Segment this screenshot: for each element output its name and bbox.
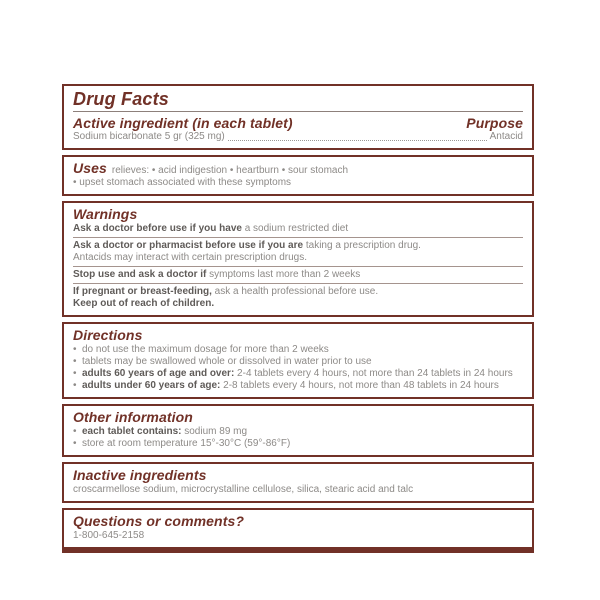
warnings-divider <box>73 283 523 284</box>
bullet-icon: • <box>73 426 77 437</box>
inactive-ingredients-heading: Inactive ingredients <box>73 467 207 483</box>
other-info-plain: sodium 89 mg <box>181 426 248 437</box>
other-info-bold: each tablet contains: <box>82 426 182 437</box>
section-header <box>62 84 534 150</box>
warning-text: ask a health professional before use. <box>211 286 379 297</box>
other-info-text <box>82 438 523 450</box>
section-questions <box>62 508 534 553</box>
warning-bold-lead: Stop use and ask a doctor if <box>73 269 207 280</box>
directions-text <box>82 380 523 392</box>
uses-text-1: relieves: • acid indigestion • heartburn • sour stomach <box>111 165 349 176</box>
drug-facts-title: Drug Facts <box>73 89 170 109</box>
other-info-bullet-1 <box>73 426 523 438</box>
other-info-text <box>82 426 523 438</box>
bullet-icon: • <box>73 380 77 391</box>
warning-bold-lead: If pregnant or breast-feeding, <box>73 286 212 297</box>
warning-text: taking a prescription drug. <box>303 240 421 251</box>
uses-heading: Uses <box>73 160 107 176</box>
directions-plain: 2-8 tablets every 4 hours, not more than 48 tablets in 24 hours <box>220 380 499 391</box>
directions-bold: adults 60 years of age and over: <box>82 368 235 379</box>
other-info-bullet-2 <box>73 438 523 450</box>
directions-bold: adults under 60 years of age: <box>82 380 221 391</box>
other-info-plain: store at room temperature 15°-30°C (59°-86°F) <box>82 438 291 449</box>
warning-stop-use <box>73 269 523 281</box>
drug-facts-panel <box>62 84 534 553</box>
warning-bold-lead: Ask a doctor or pharmacist before use if you are <box>73 240 304 251</box>
title-rule <box>73 111 523 112</box>
section-directions <box>62 322 534 399</box>
bullet-icon: • <box>73 368 77 379</box>
directions-text <box>82 368 523 380</box>
directions-plain: 2-4 tablets every 4 hours, not more than 24 tablets in 24 hours <box>234 368 513 379</box>
dot-leader <box>228 140 487 141</box>
active-ingredient-heading-row <box>73 115 523 131</box>
warning-ask-doctor <box>73 223 523 235</box>
section-inactive-ingredients <box>62 462 534 503</box>
warnings-divider <box>73 237 523 238</box>
directions-bullet-3 <box>73 368 523 380</box>
active-ingredient-row <box>73 131 523 143</box>
warning-text: a sodium restricted diet <box>241 223 349 234</box>
purpose-value: Antacid <box>489 131 523 142</box>
warning-pregnant <box>73 286 523 298</box>
directions-text <box>82 344 523 356</box>
directions-bullet-4 <box>73 380 523 392</box>
uses-line-2: • upset stomach associated with these symptoms <box>73 177 292 188</box>
inactive-ingredients-text: croscarmellose sodium, microcrystalline cellulose, silica, stearic acid and talc <box>73 484 414 495</box>
bullet-icon: • <box>73 344 77 355</box>
warning-bold-lead: Ask a doctor before use if you have <box>73 223 242 234</box>
purpose-heading: Purpose <box>466 115 523 131</box>
active-ingredient-heading: Active ingredient (in each tablet) <box>73 115 293 131</box>
phone-number: 1-800-645-2158 <box>73 530 145 541</box>
directions-plain: do not use the maximum dosage for more than 2 weeks <box>82 344 329 355</box>
bullet-icon: • <box>73 438 77 449</box>
directions-text <box>82 356 523 368</box>
other-information-heading: Other information <box>73 409 193 425</box>
directions-heading: Directions <box>73 327 143 343</box>
directions-bullet-2 <box>73 356 523 368</box>
section-other-information <box>62 404 534 457</box>
active-ingredient-name: Sodium bicarbonate 5 gr (325 mg) <box>73 131 225 142</box>
warning-ask-pharmacist <box>73 240 523 252</box>
questions-heading: Questions or comments? <box>73 513 245 529</box>
uses-line-1 <box>73 160 523 177</box>
warning-ask-pharmacist-note: Antacids may interact with certain prescription drugs. <box>73 252 307 263</box>
directions-bullet-1 <box>73 344 523 356</box>
bullet-icon: • <box>73 356 77 367</box>
warning-keep-out: Keep out of reach of children. <box>73 298 215 309</box>
section-uses <box>62 155 534 196</box>
warnings-divider <box>73 266 523 267</box>
warnings-heading: Warnings <box>73 206 138 222</box>
directions-plain: tablets may be swallowed whole or dissolved in water prior to use <box>82 356 372 367</box>
section-warnings <box>62 201 534 317</box>
warning-text: symptoms last more than 2 weeks <box>206 269 361 280</box>
